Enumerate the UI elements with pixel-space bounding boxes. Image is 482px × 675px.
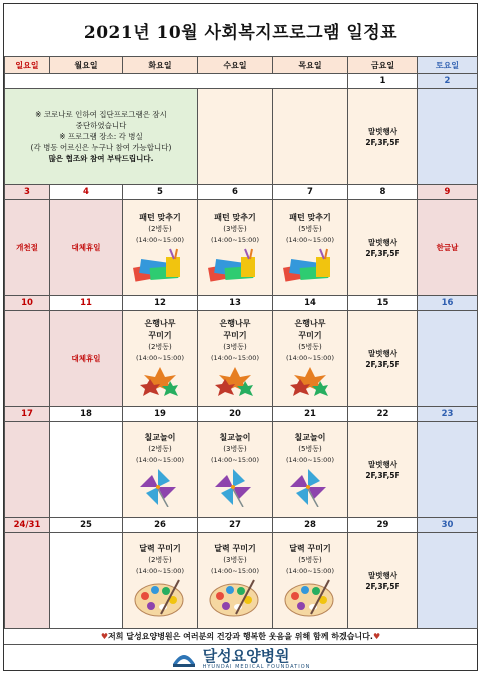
notice-line: 많은 협조와 참여 부탁드립니다. xyxy=(48,154,154,163)
activity-ward: (5병동) xyxy=(298,556,322,564)
weekday-header-row xyxy=(5,57,478,74)
activity-cell xyxy=(123,422,198,518)
friday-floors: 2F,3F,5F xyxy=(365,137,400,147)
activity-ward: (2병동) xyxy=(148,445,172,453)
friday-event: 말벗행사 xyxy=(368,237,397,247)
friday-event: 말벗행사 xyxy=(368,459,397,469)
activity-ward: (2병동) xyxy=(148,225,172,233)
footer-message xyxy=(4,628,477,645)
date-row xyxy=(5,296,478,311)
paint-palette-icon xyxy=(283,578,337,618)
date-cell: 11 xyxy=(50,296,123,311)
week-row xyxy=(5,89,478,185)
activity-ward: (3병동) xyxy=(223,225,247,233)
week-row xyxy=(5,533,478,629)
day-cell xyxy=(198,89,273,185)
craft-supplies-icon xyxy=(130,247,190,283)
activity-time: (14:00~15:00) xyxy=(211,456,259,464)
date-cell: 19 xyxy=(123,407,198,422)
activity-subtitle: 꾸미기 xyxy=(298,331,322,340)
activity-cell xyxy=(198,422,273,518)
date-cell: 15 xyxy=(348,296,418,311)
activity-title: 칠교놀이 xyxy=(144,433,176,442)
date-cell: 21 xyxy=(273,407,348,422)
holiday-label: 한글날 xyxy=(436,243,459,252)
craft-supplies-icon xyxy=(280,247,340,283)
pinwheel-icon xyxy=(138,467,182,507)
notice-line: (각 병동 어르신은 누구나 참여 가능합니다) xyxy=(30,143,172,152)
friday-floors: 2F,3F,5F xyxy=(365,470,400,480)
craft-supplies-icon xyxy=(205,247,265,283)
notice-line: ※ 코로나로 인하여 집단프로그램은 잠시 xyxy=(35,110,167,119)
activity-title: 은행나무 xyxy=(219,319,251,328)
date-cell: 22 xyxy=(348,407,418,422)
date-cell: 10 xyxy=(5,296,50,311)
date-cell: 12 xyxy=(123,296,198,311)
friday-cell xyxy=(348,311,418,407)
weekday-header: 월요일 xyxy=(50,57,123,74)
date-cell: 1 xyxy=(348,74,418,89)
sunday-cell xyxy=(5,311,50,407)
date-cell: 29 xyxy=(348,518,418,533)
saturday-cell xyxy=(418,311,478,407)
activity-cell xyxy=(198,533,273,629)
pinwheel-icon xyxy=(213,467,257,507)
activity-subtitle: 꾸미기 xyxy=(223,331,247,340)
activity-cell xyxy=(123,533,198,629)
monday-cell xyxy=(50,422,123,518)
date-cell: 30 xyxy=(418,518,478,533)
weekday-header: 화요일 xyxy=(123,57,198,74)
schedule-sheet xyxy=(3,3,478,671)
activity-title: 달력 꾸미기 xyxy=(139,544,181,553)
paint-palette-icon xyxy=(208,578,262,618)
date-cell: 18 xyxy=(50,407,123,422)
activity-ward: (5병동) xyxy=(298,343,322,351)
activity-time: (14:00~15:00) xyxy=(211,354,259,362)
date-cell: 3 xyxy=(5,185,50,200)
week-row xyxy=(5,311,478,407)
weekday-header: 토요일 xyxy=(418,57,478,74)
activity-ward: (2병동) xyxy=(148,343,172,351)
sunday-cell xyxy=(5,200,50,296)
activity-ward: (5병동) xyxy=(298,225,322,233)
date-cell: 25 xyxy=(50,518,123,533)
friday-cell xyxy=(348,422,418,518)
date-cell: 9 xyxy=(418,185,478,200)
activity-ward: (5병동) xyxy=(298,445,322,453)
holiday-label: 대체휴일 xyxy=(71,243,101,252)
notice-box xyxy=(5,89,198,185)
holiday-label: 개천절 xyxy=(16,243,38,252)
activity-ward: (3병동) xyxy=(223,556,247,564)
activity-title: 패턴 맞추기 xyxy=(289,213,331,222)
page-title: 2021년 10월 사회복지프로그램 일정표 xyxy=(83,22,398,43)
date-cell: 5 xyxy=(123,185,198,200)
autumn-leaves-icon xyxy=(213,365,257,399)
monday-cell xyxy=(50,533,123,629)
activity-cell xyxy=(273,533,348,629)
autumn-leaves-icon xyxy=(288,365,332,399)
activity-cell xyxy=(273,311,348,407)
hospital-logo-icon xyxy=(171,648,197,670)
heart-icon: ♥ xyxy=(372,632,381,641)
holiday-label: 대체휴일 xyxy=(71,354,101,363)
date-row xyxy=(5,407,478,422)
week-row xyxy=(5,200,478,296)
activity-time: (14:00~15:00) xyxy=(211,567,259,575)
saturday-cell xyxy=(418,89,478,185)
monday-cell xyxy=(50,311,123,407)
date-row xyxy=(5,74,478,89)
friday-cell xyxy=(348,533,418,629)
weekday-header: 수요일 xyxy=(198,57,273,74)
date-cell: 6 xyxy=(198,185,273,200)
activity-cell xyxy=(198,311,273,407)
pinwheel-icon xyxy=(288,467,332,507)
date-cell: 26 xyxy=(123,518,198,533)
heart-icon: ♥ xyxy=(100,632,109,641)
date-cell: 16 xyxy=(418,296,478,311)
saturday-cell xyxy=(418,533,478,629)
date-cell: 17 xyxy=(5,407,50,422)
autumn-leaves-icon xyxy=(138,365,182,399)
hospital-logo xyxy=(4,644,477,673)
date-cell: 28 xyxy=(273,518,348,533)
activity-title: 달력 꾸미기 xyxy=(214,544,256,553)
activity-title: 칠교놀이 xyxy=(219,433,251,442)
weekday-header: 금요일 xyxy=(348,57,418,74)
friday-cell xyxy=(348,200,418,296)
date-cell: 2 xyxy=(418,74,478,89)
saturday-cell xyxy=(418,422,478,518)
sunday-cell xyxy=(5,533,50,629)
sunday-cell xyxy=(5,422,50,518)
activity-time: (14:00~15:00) xyxy=(211,236,259,244)
activity-cell xyxy=(123,311,198,407)
friday-event: 말벗행사 xyxy=(368,126,397,136)
activity-time: (14:00~15:00) xyxy=(136,236,184,244)
date-cell: 4 xyxy=(50,185,123,200)
notice-line: 중단하였습니다 xyxy=(75,121,127,130)
weekday-header: 일요일 xyxy=(5,57,50,74)
foundation-name: HYUNDAI MEDICAL FOUNDATION xyxy=(202,664,311,670)
activity-title: 패턴 맞추기 xyxy=(214,213,256,222)
footer-text: 저희 달성요양병원은 여러분의 건강과 행복한 웃음을 위해 함께 하겠습니다. xyxy=(108,632,373,641)
activity-title: 패턴 맞추기 xyxy=(139,213,181,222)
notice-line: ※ 프로그램 장소: 각 병실 xyxy=(59,132,143,141)
activity-ward: (2병동) xyxy=(148,556,172,564)
friday-cell xyxy=(348,89,418,185)
date-cell: 23 xyxy=(418,407,478,422)
friday-event: 말벗행사 xyxy=(368,348,397,358)
activity-time: (14:00~15:00) xyxy=(286,354,334,362)
friday-floors: 2F,3F,5F xyxy=(365,581,400,591)
activity-time: (14:00~15:00) xyxy=(286,236,334,244)
activity-time: (14:00~15:00) xyxy=(136,354,184,362)
activity-time: (14:00~15:00) xyxy=(136,567,184,575)
weekday-header: 목요일 xyxy=(273,57,348,74)
friday-event: 말벗행사 xyxy=(368,570,397,580)
hospital-name: 달성요양병원 xyxy=(202,647,290,665)
activity-cell xyxy=(123,200,198,296)
activity-time: (14:00~15:00) xyxy=(136,456,184,464)
activity-cell xyxy=(273,422,348,518)
empty-dates xyxy=(5,74,348,89)
activity-title: 칠교놀이 xyxy=(294,433,326,442)
activity-title: 달력 꾸미기 xyxy=(289,544,331,553)
activity-cell xyxy=(198,200,273,296)
activity-ward: (3병동) xyxy=(223,343,247,351)
date-cell: 27 xyxy=(198,518,273,533)
friday-floors: 2F,3F,5F xyxy=(365,248,400,258)
paint-palette-icon xyxy=(133,578,187,618)
date-row xyxy=(5,185,478,200)
date-cell: 24/31 xyxy=(5,518,50,533)
activity-subtitle: 꾸미기 xyxy=(148,331,172,340)
date-cell: 7 xyxy=(273,185,348,200)
day-cell xyxy=(273,89,348,185)
calendar-table xyxy=(4,56,478,629)
activity-time: (14:00~15:00) xyxy=(286,456,334,464)
date-cell: 8 xyxy=(348,185,418,200)
date-cell: 20 xyxy=(198,407,273,422)
activity-ward: (3병동) xyxy=(223,445,247,453)
week-row xyxy=(5,422,478,518)
activity-title: 은행나무 xyxy=(294,319,326,328)
activity-time: (14:00~15:00) xyxy=(286,567,334,575)
date-row xyxy=(5,518,478,533)
date-cell: 13 xyxy=(198,296,273,311)
friday-floors: 2F,3F,5F xyxy=(365,359,400,369)
monday-cell xyxy=(50,200,123,296)
saturday-cell xyxy=(418,200,478,296)
activity-title: 은행나무 xyxy=(144,319,176,328)
date-cell: 14 xyxy=(273,296,348,311)
activity-cell xyxy=(273,200,348,296)
